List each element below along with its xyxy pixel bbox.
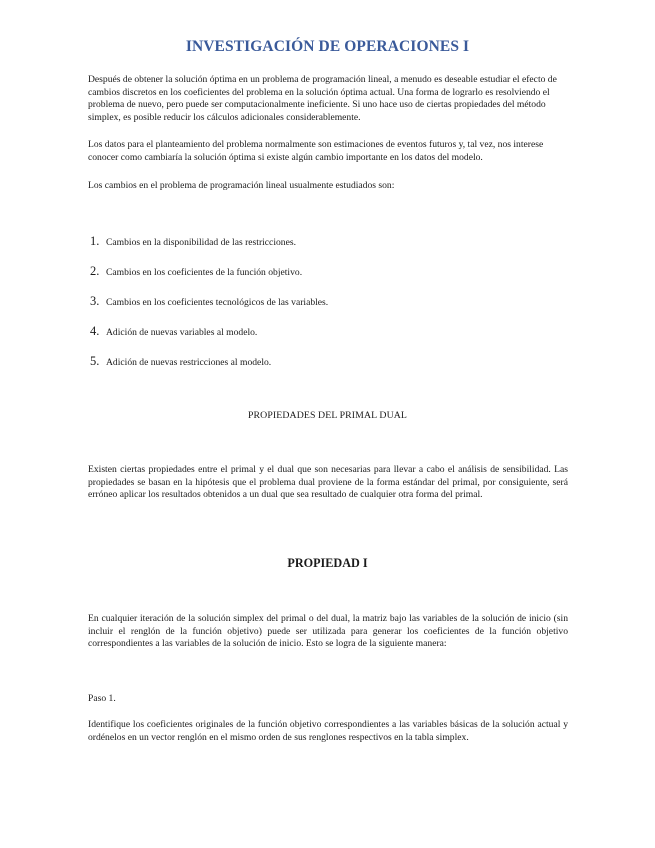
intro-paragraph-2: Los datos para el planteamiento del problema normalmente son estimaciones de eventos futuros y, tal vez, nos interese conocer como cambiaría la solución óptima si existe algún cambio importante en los datos del modelo. (88, 139, 544, 163)
section-paragraph: Existen ciertas propiedades entre el primal y el dual que son necesarias para llevar a cabo el análisis de sensibilidad. Las propiedades se basan en la hipótesis que el problema dual proviene de la forma estándar del primal, por consiguiente, será erróneo aplicar los resultados obtenidos a un dual que sea resultado de cualquier otra forma del primal. (88, 464, 568, 501)
list-item-text: Cambios en los coeficientes tecnológicos de las variables. (106, 297, 329, 308)
property-paragraph: En cualquier iteración de la solución simplex del primal o del dual, la matriz bajo las variables de la solución de inicio (sin incluir el renglón de la función objetivo) puede ser utilizada para generar los coeficientes de la función objetivo correspondientes a las variables de la solución de inicio. Esto se logra de la siguiente manera: (88, 613, 568, 650)
list-item-number: 1. (90, 234, 100, 248)
intro-paragraph-3: Los cambios en el problema de programación lineal usualmente estudiados son: (88, 180, 395, 191)
intro-paragraph-1: Después de obtener la solución óptima en un problema de programación lineal, a menudo es deseable estudiar el efecto de cambios discretos en los coeficientes del problema en la solución óptima actual. Una forma de lograrlo es resolviendo el problema de nuevo, pero puede ser computacionalmente ineficiente. Si uno hace uso de ciertas propiedades del método simplex, es posible reducir los cálculos adicionales considerablemente. (88, 74, 557, 123)
step-paragraph: Identifique los coeficientes originales de la función objetivo correspondientes a las variables básicas de la solución actual y ordénelos en un vector renglón en el mismo orden de sus renglones respectivos en la tabla simplex. (88, 719, 568, 743)
step-label: Paso 1. (88, 693, 116, 704)
list-item-number: 4. (90, 324, 100, 338)
list-item-number: 2. (90, 264, 100, 278)
list-item (90, 294, 560, 310)
list-item (90, 234, 560, 250)
property-heading: PROPIEDAD I (287, 556, 368, 570)
list-item-number: 3. (90, 294, 100, 308)
list-item (90, 354, 560, 370)
list-item-text: Cambios en los coeficientes de la función objetivo. (106, 267, 303, 278)
list-item (90, 324, 560, 340)
document-title: INVESTIGACIÓN DE OPERACIONES I (185, 38, 470, 55)
list-item (90, 264, 560, 280)
list-item-text: Cambios en la disponibilidad de las restricciones. (106, 237, 296, 248)
list-item-text: Adición de nuevas variables al modelo. (106, 327, 258, 338)
list-item-number: 5. (90, 354, 100, 368)
section-heading: PROPIEDADES DEL PRIMAL DUAL (248, 410, 407, 421)
list-item-text: Adición de nuevas restricciones al modelo. (106, 357, 272, 368)
